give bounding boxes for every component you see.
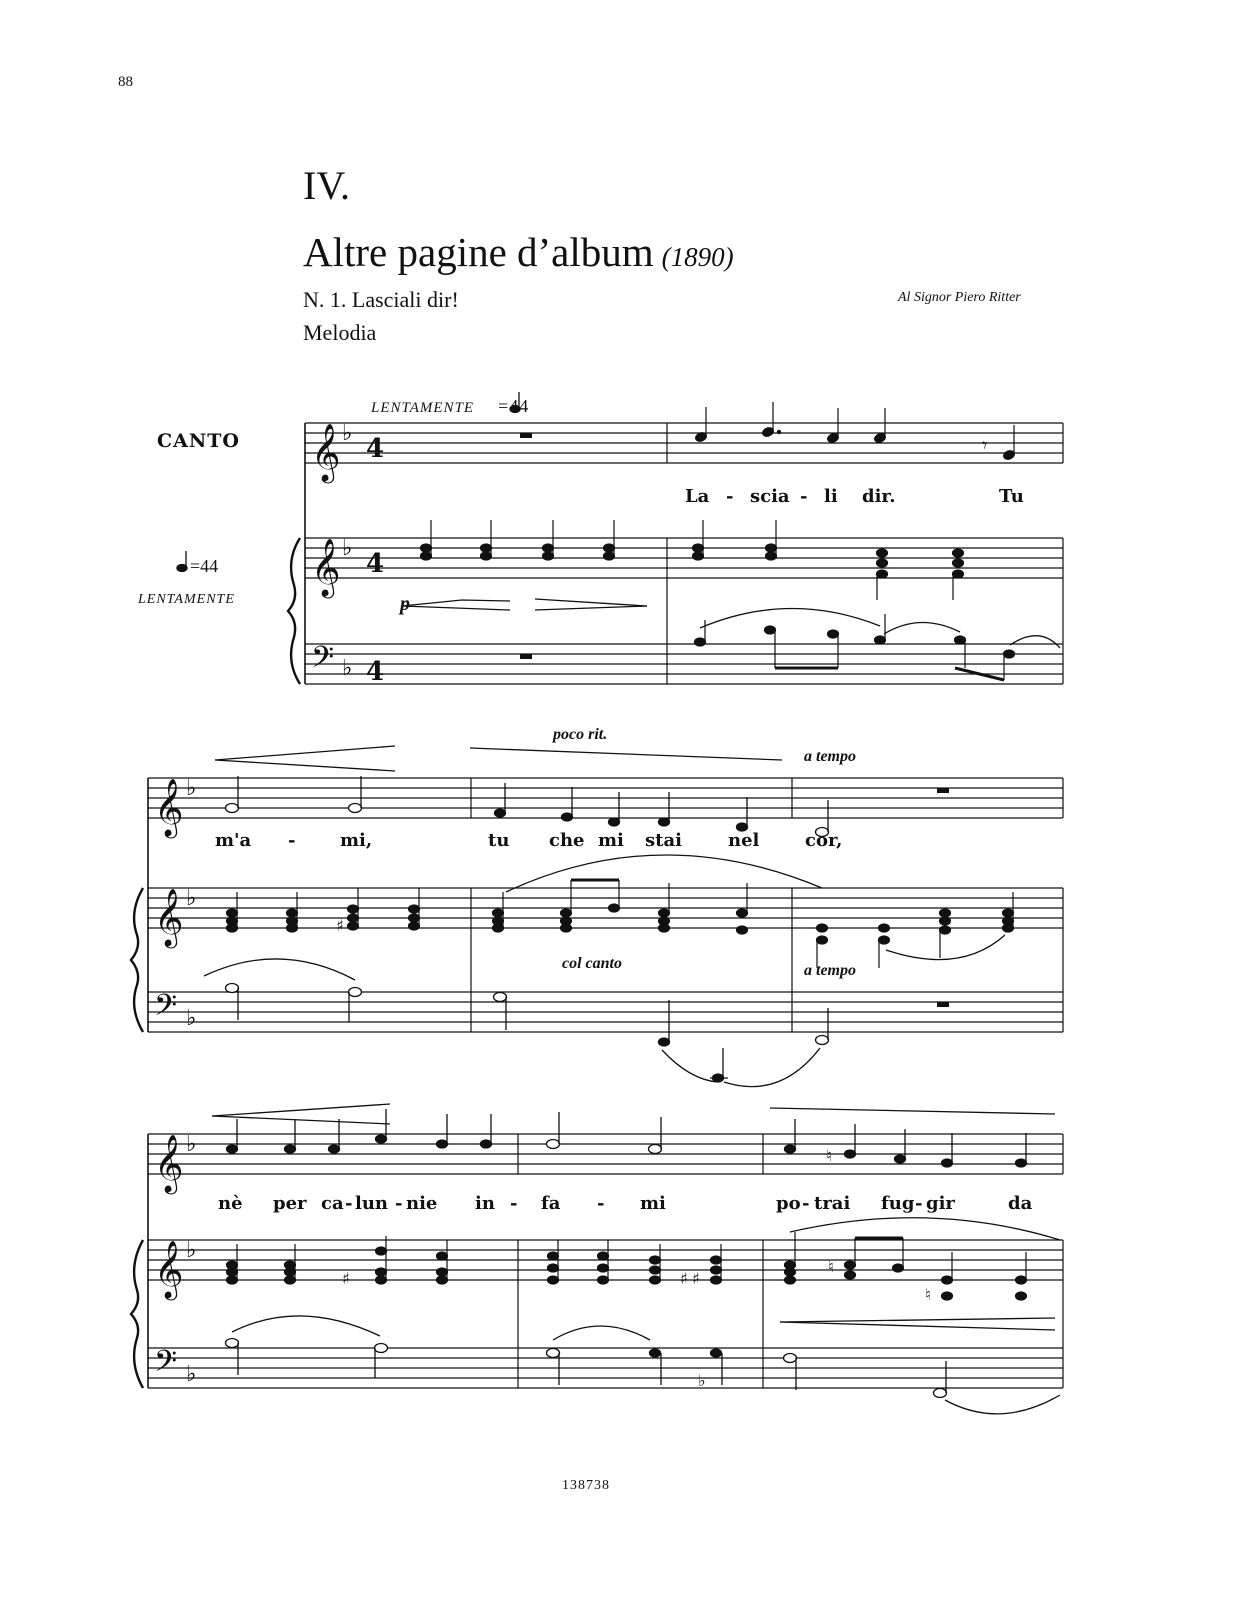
lyric-syllable: stai bbox=[645, 830, 682, 851]
voice-staff-3 bbox=[148, 1134, 1063, 1174]
lyric-hyphen: - bbox=[726, 486, 734, 507]
poco-rit: poco rit. bbox=[553, 726, 608, 743]
treble-clef-icon: 𝄞 bbox=[154, 1240, 184, 1298]
svg-text:♯: ♯ bbox=[680, 1269, 688, 1288]
lyric-syllable: m'a bbox=[215, 830, 252, 851]
genre-label: Melodia bbox=[303, 320, 377, 345]
svg-text:♮: ♮ bbox=[828, 1257, 834, 1276]
time-signature-icons bbox=[366, 434, 384, 687]
treble-clef-icon: 𝄞 bbox=[311, 538, 341, 596]
tempo-marking-voice bbox=[371, 396, 529, 417]
svg-text:♭: ♭ bbox=[342, 536, 353, 561]
treble-clef-icon: 𝄞 bbox=[154, 778, 184, 836]
lyric-hyphen: - bbox=[510, 1193, 518, 1214]
accidental-icons bbox=[336, 916, 931, 1390]
piano-bass-staff-3 bbox=[148, 1348, 1063, 1388]
lyric-syllable: cor, bbox=[805, 830, 843, 851]
svg-text:♭: ♭ bbox=[342, 421, 353, 446]
lyric-hyphen: - bbox=[395, 1193, 403, 1214]
svg-text:♯: ♯ bbox=[692, 1269, 700, 1288]
metronome-marking-piano bbox=[178, 556, 218, 577]
lyric-syllable: Tu bbox=[999, 486, 1024, 507]
col-canto: col canto bbox=[562, 955, 622, 972]
lyric-hyphen: - bbox=[288, 830, 296, 851]
svg-text:♭: ♭ bbox=[186, 886, 197, 911]
whole-rest-icon bbox=[937, 1002, 949, 1007]
lyric-syllable: in bbox=[475, 1193, 495, 1214]
lyric-hyphen: - bbox=[802, 1193, 810, 1214]
eighth-rest-icon: 𝄾 bbox=[982, 433, 988, 457]
piano-bass-staff-1 bbox=[305, 644, 1063, 684]
svg-text:♮: ♮ bbox=[826, 1146, 832, 1165]
svg-text:♭: ♭ bbox=[186, 1238, 197, 1263]
lyric-syllable: nie bbox=[406, 1193, 438, 1214]
whole-rest-icon bbox=[520, 433, 532, 438]
piano-bass-staff-2 bbox=[148, 992, 1063, 1032]
svg-text:4: 4 bbox=[366, 549, 385, 579]
metronome-value: =44 bbox=[498, 396, 530, 416]
svg-text:4: 4 bbox=[366, 434, 385, 464]
svg-text:♭: ♭ bbox=[186, 776, 197, 801]
voice-staff-2 bbox=[148, 778, 1063, 818]
whole-rest-icon bbox=[937, 788, 949, 793]
svg-text:♭: ♭ bbox=[186, 1132, 197, 1157]
metronome-value-piano: =44 bbox=[190, 556, 219, 576]
lyric-syllable: dir. bbox=[862, 486, 896, 507]
lyric-syllable: lun bbox=[355, 1193, 389, 1214]
bass-clef-icon: 𝄢 bbox=[154, 1345, 178, 1386]
lyric-hyphen: - bbox=[915, 1193, 923, 1214]
lyric-syllable: scia bbox=[750, 486, 790, 507]
voice-staff-1 bbox=[305, 423, 1063, 463]
svg-text:♭: ♭ bbox=[186, 1362, 197, 1387]
lyric-syllable: gir bbox=[926, 1193, 955, 1214]
piano-treble-staff-1 bbox=[305, 538, 1063, 578]
treble-clef-icon: 𝄞 bbox=[311, 423, 341, 481]
svg-text:♭: ♭ bbox=[186, 1006, 197, 1031]
piano-chords-1 bbox=[421, 520, 964, 600]
bass-clef-icon: 𝄢 bbox=[154, 989, 178, 1030]
svg-text:♭: ♭ bbox=[698, 1371, 706, 1390]
lyric-syllable: trai bbox=[814, 1193, 851, 1214]
lyric-syllable: La bbox=[685, 486, 710, 507]
lyric-syllable: mi bbox=[598, 830, 624, 851]
bass-clef-icon: 𝄢 bbox=[311, 641, 335, 682]
page-number: 88 bbox=[118, 74, 133, 90]
dedication: Al Signor Piero Ritter bbox=[898, 290, 1021, 305]
lyric-syllable: ca bbox=[321, 1193, 344, 1214]
a-tempo-voice: a tempo bbox=[804, 748, 856, 765]
piano-treble-staff-2 bbox=[148, 888, 1063, 928]
title-text: Altre pagine d’album bbox=[303, 229, 654, 275]
lyric-syllable: da bbox=[1008, 1193, 1033, 1214]
lyric-hyphen: - bbox=[597, 1193, 605, 1214]
svg-text:♭: ♭ bbox=[342, 656, 353, 681]
svg-text:♮: ♮ bbox=[925, 1285, 931, 1304]
lyric-syllable: fug bbox=[881, 1193, 915, 1214]
song-subtitle: N. 1. Lasciali dir! bbox=[303, 287, 459, 312]
svg-text:♯: ♯ bbox=[336, 916, 344, 935]
tempo-marking-piano: LENTAMENTE bbox=[138, 592, 235, 607]
svg-text:♯: ♯ bbox=[342, 1269, 350, 1288]
lyric-syllable: nel bbox=[728, 830, 760, 851]
catalog-number: 138738 bbox=[562, 1478, 610, 1493]
whole-rest-icon bbox=[520, 654, 532, 659]
svg-text:4: 4 bbox=[366, 657, 385, 687]
treble-clef-icon: 𝄞 bbox=[154, 1134, 184, 1192]
lyric-hyphen: - bbox=[800, 486, 808, 507]
lyric-syllable: po bbox=[776, 1193, 801, 1214]
a-tempo-piano: a tempo bbox=[804, 962, 856, 979]
lyric-syllable: nè bbox=[218, 1193, 243, 1214]
lyric-syllable: li bbox=[824, 486, 838, 507]
title-year: (1890) bbox=[661, 242, 734, 272]
lyric-syllable: per bbox=[273, 1193, 307, 1214]
lyric-syllable: che bbox=[549, 830, 585, 851]
lyric-hyphen: - bbox=[345, 1193, 353, 1214]
lyric-syllable: fa bbox=[541, 1193, 561, 1214]
lyric-syllable: mi, bbox=[340, 830, 373, 851]
section-numeral: IV. bbox=[303, 163, 351, 208]
tempo-word: LENTAMENTE bbox=[371, 400, 475, 416]
lyric-syllable: mi bbox=[640, 1193, 666, 1214]
dynamic-p: p bbox=[400, 593, 410, 615]
voice-label: CANTO bbox=[157, 430, 240, 452]
piano-chords-3 bbox=[227, 1232, 1027, 1300]
treble-clef-icon: 𝄞 bbox=[154, 888, 184, 946]
lyric-syllable: tu bbox=[488, 830, 510, 851]
